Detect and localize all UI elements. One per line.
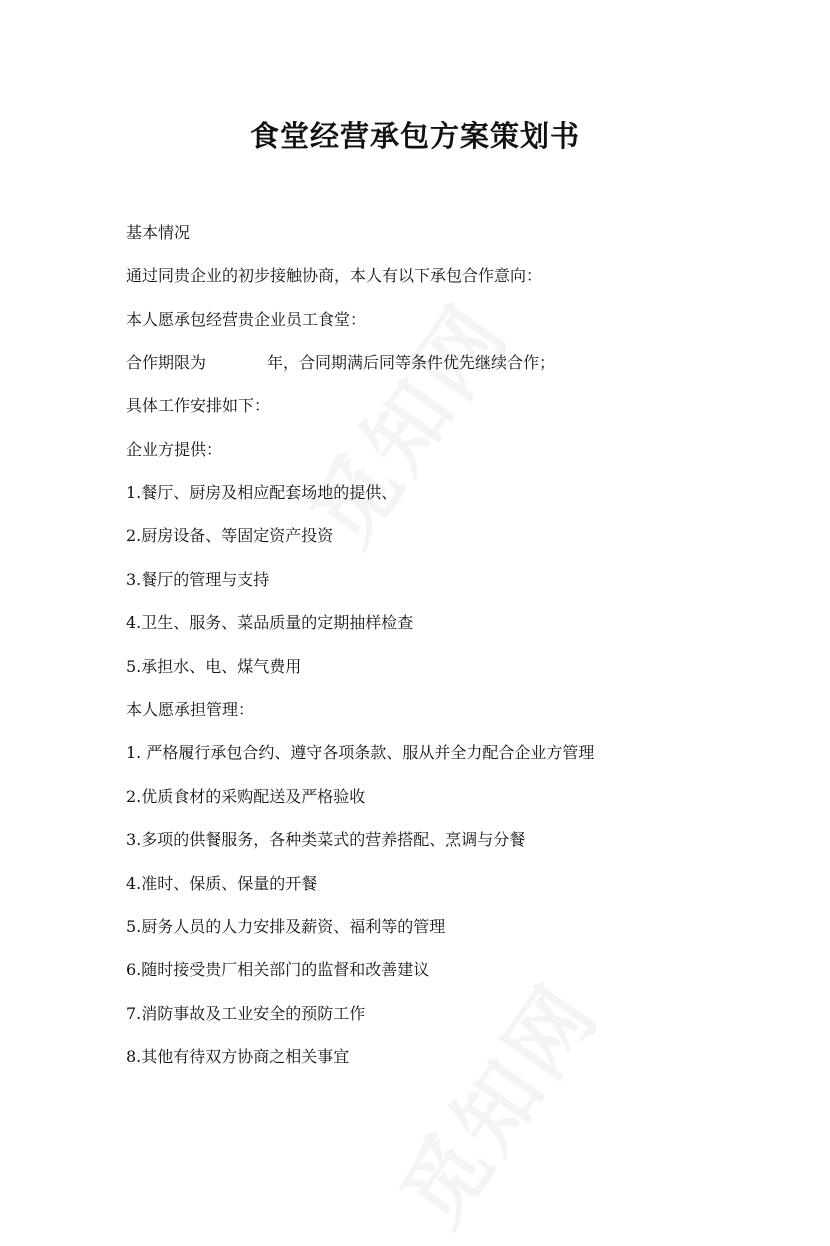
list-item: 1.餐厅、厨房及相应配套场地的提供、 (126, 483, 398, 502)
list-item: 3.多项的供餐服务，各种类菜式的营养搭配、烹调与分餐 (126, 830, 526, 849)
list-item: 7.消防事故及工业安全的预防工作 (126, 1004, 366, 1023)
term-text: 年，合同期满后同等条件优先继续合作； (267, 353, 556, 372)
watermark-lower (368, 955, 622, 1246)
list-item: 1. 严格履行承包合约、遵守各项条款、服从并全力配合企业方管理 (126, 743, 595, 762)
list-item: 8.其他有待双方协商之相关事宜 (126, 1047, 350, 1066)
term-label: 合作期限为 (126, 353, 207, 372)
list-item: 3.餐厅的管理与支持 (126, 570, 270, 589)
document-title: 食堂经营承包方案策划书 (249, 119, 580, 153)
section-basic-info: 基本情况 (126, 223, 191, 242)
paragraph-term (126, 352, 555, 374)
section-contractor-manages: 本人愿承担管理： (126, 700, 255, 719)
list-item: 2.厨房设备、等固定资产投资 (126, 526, 334, 545)
list-item: 5.厨务人员的人力安排及薪资、福利等的管理 (126, 917, 446, 936)
list-item: 4.准时、保质、保量的开餐 (126, 874, 318, 893)
paragraph-contract: 本人愿承包经营贵企业员工食堂： (126, 310, 367, 329)
list-item: 2.优质食材的采购配送及严格验收 (126, 787, 366, 806)
list-item: 4.卫生、服务、菜品质量的定期抽样检查 (126, 613, 414, 632)
section-work-arrangement: 具体工作安排如下： (126, 396, 271, 415)
paragraph-intent: 通过同贵企业的初步接触协商，本人有以下承包合作意向： (126, 266, 543, 285)
section-enterprise-provides: 企业方提供： (126, 440, 223, 459)
list-item: 6.随时接受贵厂相关部门的监督和改善建议 (126, 960, 430, 979)
list-item: 5.承担水、电、煤气费用 (126, 657, 302, 676)
